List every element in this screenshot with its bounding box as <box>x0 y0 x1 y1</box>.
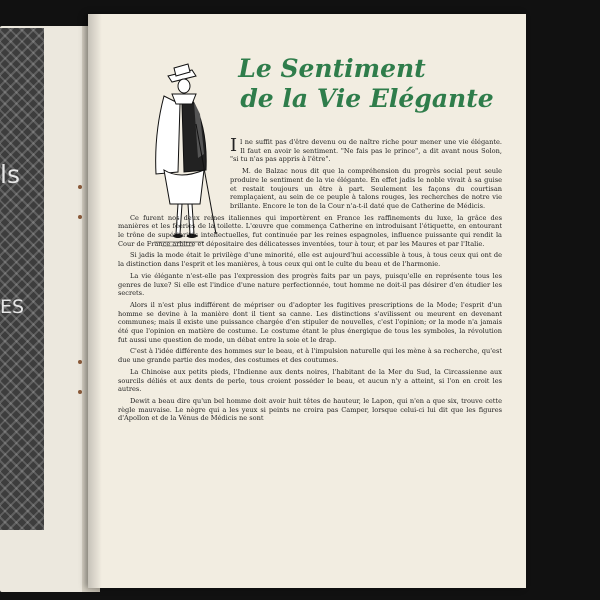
staple-hole <box>78 185 82 189</box>
article-paragraph: Si jadis la mode était le privilège d'une minorité, elle est aujourd'hui accessible à tous, à tous ceux qui ont de la distinction dans l'esprit et les manières, à tous ceux qui ont le culte du beau et de l'harmonie. <box>118 251 502 269</box>
article-body <box>118 135 502 426</box>
magazine-page <box>88 14 526 588</box>
article-paragraph: M. de Balzac nous dit que la compréhension du progrès social peut seule produire le sentiment de la vie élégante. En effet jadis le noble vivait à sa guise et restait toujours un être à part. Seulement les façons du courtisan remplaçaient, au sein de ce peuple à talons rouges, les recherches de notre vie brillante. Encore le ton de la Cour n'a-t-il daté que de Catherine de Médicis. <box>230 167 502 210</box>
title-line-1: Le Sentiment <box>238 54 426 83</box>
article-paragraph: La vie élégante n'est-elle pas l'expression des progrès faits par un pays, puisqu'elle en représente tous les genres de luxe? Si elle est l'indice d'une nature perfectionnée, tout homme ne doit-il pas désirer d'en étudier les secrets. <box>118 271 502 298</box>
staple-hole <box>78 215 82 219</box>
title-line-2: de la Vie Elégante <box>240 84 494 113</box>
article-paragraph: Ce furent nos deux reines italiennes qui importèrent en France les raffinements du luxe, la grâce des manières et les féeries de la toilette. L'œuvre que commença Catherine en introduisant l'étiquette, en entourant le trône de supériorités intellectuelles, fut continuée par les reines espagnoles, influence puissante qui rendit la Cour de France arbitre et dépositaire des délicatesses inventées, tour à tour, et par les Maures et par l'Italie. <box>118 213 502 248</box>
article-paragraph: C'est à l'idée différente des hommes sur le beau, et à l'impulsion naturelle qui les mène à sa recherche, qu'est due une grande partie des modes, des costumes et des coutumes. <box>118 347 502 365</box>
article-paragraph: Alors il n'est plus indifférent de mépriser ou d'adopter les fugitives prescriptions de la Mode; l'esprit d'un homme se devine à la manière dont il tient sa canne. Les distinctions s'avilissent ou meurent en devenant communes; mais il existe une puissance chargée d'en stipuler de nouvelles, c'est l'opinion; or la mode n'a jamais été que l'opinion en matière de costume. Le costume étant le plus énergique de tous les symboles, la révolution fut aussi une question de mode, un débat entre la soie et le drap. <box>118 300 502 344</box>
article-title <box>202 54 502 114</box>
underlying-text-fragment: ES <box>0 296 25 318</box>
article-paragraph: Dewit a beau dire qu'un bel homme doit avoir huit têtes de hauteur, le Lapon, qui n'en a que six, trouve cette règle mauvaise. Le nègre qui a les yeux si peints ne croira pas Camper, lorsque celui-ci lui dit que les figures d'Apollon et de la Vénus de Médicis ne sont <box>118 396 502 423</box>
cover-pattern <box>0 28 44 530</box>
underlying-text-fragment: ls <box>0 160 20 189</box>
article-paragraph: I l ne suffit pas d'être devenu ou de naître riche pour mener une vie élégante. Il faut en avoir le sentiment. "Ne fais pas le prince", a dit avant nous Solon, "si tu n'as pas appris à l'être". <box>230 135 502 164</box>
staple-hole <box>78 390 82 394</box>
article-paragraph: La Chinoise aux petits pieds, l'Indienne aux dents noires, l'habitant de la Mer du Sud, la Circassienne aux sourcils déliés et aux dents de perle, tous croient posséder le beau, et aucun n'y a atteint, si l'on en croit les autres. <box>118 367 502 394</box>
staple-hole <box>78 360 82 364</box>
drop-cap: I <box>230 135 238 156</box>
